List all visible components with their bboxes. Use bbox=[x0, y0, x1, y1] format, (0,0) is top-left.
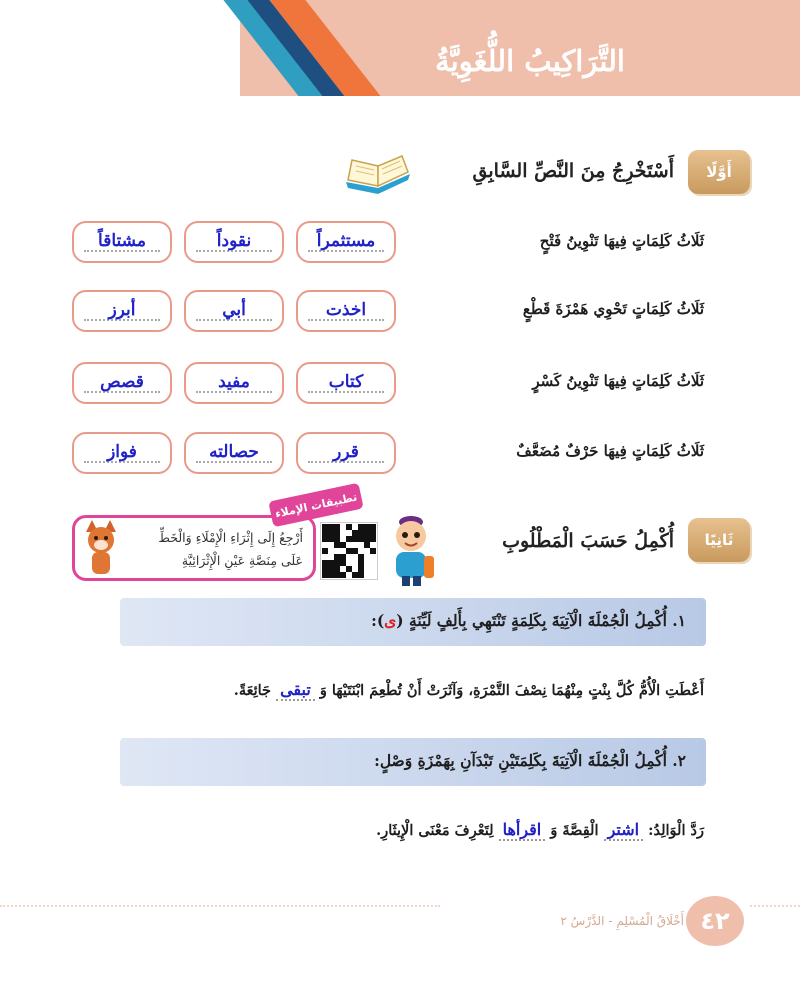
answer-box[interactable] bbox=[72, 432, 172, 474]
question1-suffix: ): bbox=[371, 611, 385, 630]
section2-tag: ثَانِيًا bbox=[688, 518, 750, 562]
section2-title: أُكْمِلُ حَسَبَ الْمَطْلُوبِ bbox=[502, 530, 674, 552]
row2-label: ثَلَاثُ كَلِمَاتٍ تَحْوِي هَمْزَةَ قَطْعٍ bbox=[522, 300, 704, 318]
answer-box[interactable] bbox=[72, 290, 172, 332]
question2-sentence bbox=[376, 820, 704, 840]
question1-text bbox=[371, 611, 686, 630]
sentence-part: جَائِعَةً. bbox=[233, 682, 271, 699]
answer-text: فواز bbox=[107, 442, 137, 461]
footer-divider bbox=[750, 905, 800, 907]
qr-module bbox=[370, 536, 376, 542]
answer-text: مفيد bbox=[218, 372, 250, 391]
answer-box[interactable] bbox=[184, 290, 284, 332]
question1-prefix: ١. أُكْمِلُ الْجُمْلَةَ الْآتِيَةَ بِكَلِمَةٍ تَنْتَهِي بِأَلِفٍ لَيِّنَةٍ ( bbox=[396, 611, 686, 630]
answer-text: حصالته bbox=[209, 442, 259, 461]
section1-tag: أَوَّلًا bbox=[688, 150, 750, 194]
answer-box[interactable] bbox=[184, 221, 284, 263]
answer-text: مستثمراً bbox=[316, 231, 376, 250]
open-book-icon bbox=[342, 152, 414, 198]
boy-character-icon bbox=[380, 512, 442, 586]
question2-text: ٢. أُكْمِلُ الْجُمْلَةَ الْآتِيَةَ بِكَلِمَتَيْنِ تَبْدَآنِ بِهَمْزَةِ وَصْلٍ: bbox=[374, 751, 686, 770]
page-title: التَّرَاكِيبُ اللُّغَوِيَّةُ bbox=[435, 44, 625, 78]
sentence-part: رَدَّ الْوَالِدُ: bbox=[648, 822, 704, 839]
sentence-part: لِتَعْرِفَ مَعْنَى الْإِيثَارِ. bbox=[376, 822, 494, 839]
answer-text[interactable]: اشتر bbox=[604, 822, 644, 841]
answer-box[interactable] bbox=[184, 362, 284, 404]
tip-line-2: عَلَى مِنَصَّةِ عَيْنِ الْإِثْرَائِيَّةِ bbox=[181, 553, 303, 568]
page-number: ٤٢ bbox=[686, 896, 744, 946]
fox-character-icon bbox=[80, 518, 122, 578]
answer-box[interactable] bbox=[184, 432, 284, 474]
answer-box[interactable] bbox=[72, 362, 172, 404]
qr-module bbox=[322, 548, 328, 554]
footer-divider bbox=[0, 905, 440, 907]
answer-text: مشتاقاً bbox=[98, 231, 146, 250]
sentence-part: الْقِصَّةَ وَ bbox=[550, 822, 599, 839]
row3-label: ثَلَاثُ كَلِمَاتٍ فِيهَا تَنْوِينُ كَسْرٍ bbox=[532, 372, 704, 390]
page-header bbox=[0, 0, 800, 96]
answer-text: أبي bbox=[222, 300, 246, 319]
qr-module bbox=[370, 548, 376, 554]
answer-text: قرر bbox=[333, 442, 359, 461]
answer-box[interactable] bbox=[72, 221, 172, 263]
tip-line-1: أَرْجِعُ إِلَى إِثْرَاءِ الْإِمْلَاءِ وَالْخَطِّ bbox=[158, 530, 303, 545]
qr-module bbox=[340, 572, 346, 578]
footer-text: أَخْلَاقُ الْمُسْلِمِ - الدَّرْسُ ٢ bbox=[560, 914, 684, 928]
answer-text: نقوداً bbox=[216, 231, 252, 250]
answer-text: كتاب bbox=[328, 372, 364, 391]
answer-text: أبرز bbox=[108, 300, 136, 319]
answer-box[interactable] bbox=[296, 290, 396, 332]
answer-box[interactable] bbox=[296, 362, 396, 404]
row1-label: ثَلَاثُ كَلِمَاتٍ فِيهَا تَنْوِينُ فَتْحٍ bbox=[539, 232, 704, 250]
answer-box[interactable] bbox=[296, 221, 396, 263]
qr-code-icon[interactable] bbox=[320, 522, 378, 580]
qr-module bbox=[358, 572, 364, 578]
answer-text[interactable]: اقرأها bbox=[499, 822, 546, 841]
header-white-area bbox=[0, 0, 240, 96]
answer-box[interactable] bbox=[296, 432, 396, 474]
sentence-part: أَعْطَتِ الْأُمُّ كُلَّ بِنْتٍ مِنْهُمَا نِصْفَ التَّمْرَةِ، وَآثَرَتْ أَنْ تُطْعِمَ ابْنَتَيْهَا وَ bbox=[319, 682, 704, 699]
answer-text: اخذت bbox=[325, 300, 367, 319]
section1-title: أَسْتَخْرِجُ مِنَ النَّصِّ السَّابِقِ bbox=[472, 160, 674, 182]
tip-text bbox=[117, 526, 303, 572]
question1-sentence bbox=[234, 680, 704, 700]
question2-bar bbox=[120, 738, 706, 786]
answer-text[interactable]: تبقى bbox=[276, 682, 315, 701]
tip-badge: تطبيقات الإملاء bbox=[268, 483, 363, 528]
answer-text: قصص bbox=[100, 372, 144, 391]
question1-letter: ى bbox=[384, 611, 397, 630]
question1-bar bbox=[120, 598, 706, 646]
row4-label: ثَلَاثُ كَلِمَاتٍ فِيهَا حَرْفٌ مُضَعَّفٌ bbox=[516, 442, 704, 460]
